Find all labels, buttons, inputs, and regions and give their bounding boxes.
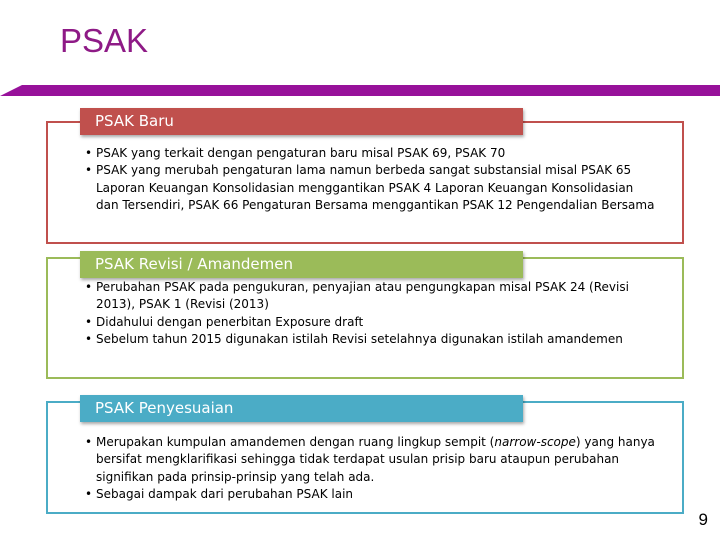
bullet-icon: • bbox=[85, 163, 93, 178]
page-number: 9 bbox=[698, 510, 708, 529]
bullet-icon: • bbox=[85, 487, 93, 502]
list-item-text-italic: narrow-scope bbox=[494, 435, 576, 449]
section-body-psak-penyesuaian bbox=[85, 434, 655, 504]
list-item-text: Perubahan PSAK pada pengukuran, penyajian atau pengungkapan misal PSAK 24 (Revisi 2013), PSAK 1 (Revisi (2013) bbox=[96, 280, 629, 312]
section-heading-psak-penyesuaian: PSAK Penyesuaian bbox=[80, 395, 523, 422]
list-item-text-before: Merupakan kumpulan amandemen dengan ruang lingkup sempit ( bbox=[96, 435, 495, 449]
list-item-text: PSAK yang terkait dengan pengaturan baru misal PSAK 69, PSAK 70 bbox=[96, 146, 506, 160]
bullet-icon: • bbox=[85, 314, 93, 329]
list-item bbox=[85, 279, 655, 314]
list-item-text: Sebagai dampak dari perubahan PSAK lain bbox=[96, 487, 354, 502]
bullet-icon: • bbox=[85, 435, 93, 449]
bullet-icon: • bbox=[85, 280, 93, 294]
section-body-psak-baru bbox=[85, 145, 655, 215]
list-item-text-after: ) yang hanya bersifat mengklarifikasi sehingga tidak terdapat usulan prisip baru ataupun perubahan signifikan pada prinsip-prinsip yang telah ada. bbox=[96, 435, 655, 484]
list-item bbox=[85, 434, 655, 486]
list-item bbox=[85, 331, 655, 348]
section-heading-psak-revisi: PSAK Revisi / Amandemen bbox=[80, 251, 523, 278]
section-body-psak-revisi bbox=[85, 279, 655, 349]
list-item bbox=[85, 162, 655, 214]
accent-divider bbox=[0, 85, 720, 96]
list-item bbox=[85, 145, 655, 162]
section-heading-psak-baru: PSAK Baru bbox=[80, 108, 523, 135]
list-item-text: Didahului dengan penerbitan Exposure draft bbox=[96, 314, 364, 329]
list-item-text: PSAK yang merubah pengaturan lama namun berbeda sangat substansial misal PSAK 65 Laporan Keuangan Konsolidasian menggantikan PSAK 4 Laporan Keuangan Konsolidasian dan Tersendiri, PSAK 66 Pengaturan Bersama menggantikan PSAK 12 Pengendalian Bersama bbox=[96, 163, 655, 213]
list-item bbox=[85, 314, 655, 331]
list-item bbox=[85, 486, 655, 503]
page-title: PSAK bbox=[60, 22, 149, 59]
bullet-icon: • bbox=[85, 332, 93, 347]
list-item-text: Sebelum tahun 2015 digunakan istilah Revisi setelahnya digunakan istilah amandemen bbox=[96, 332, 623, 347]
bullet-icon: • bbox=[85, 146, 93, 160]
